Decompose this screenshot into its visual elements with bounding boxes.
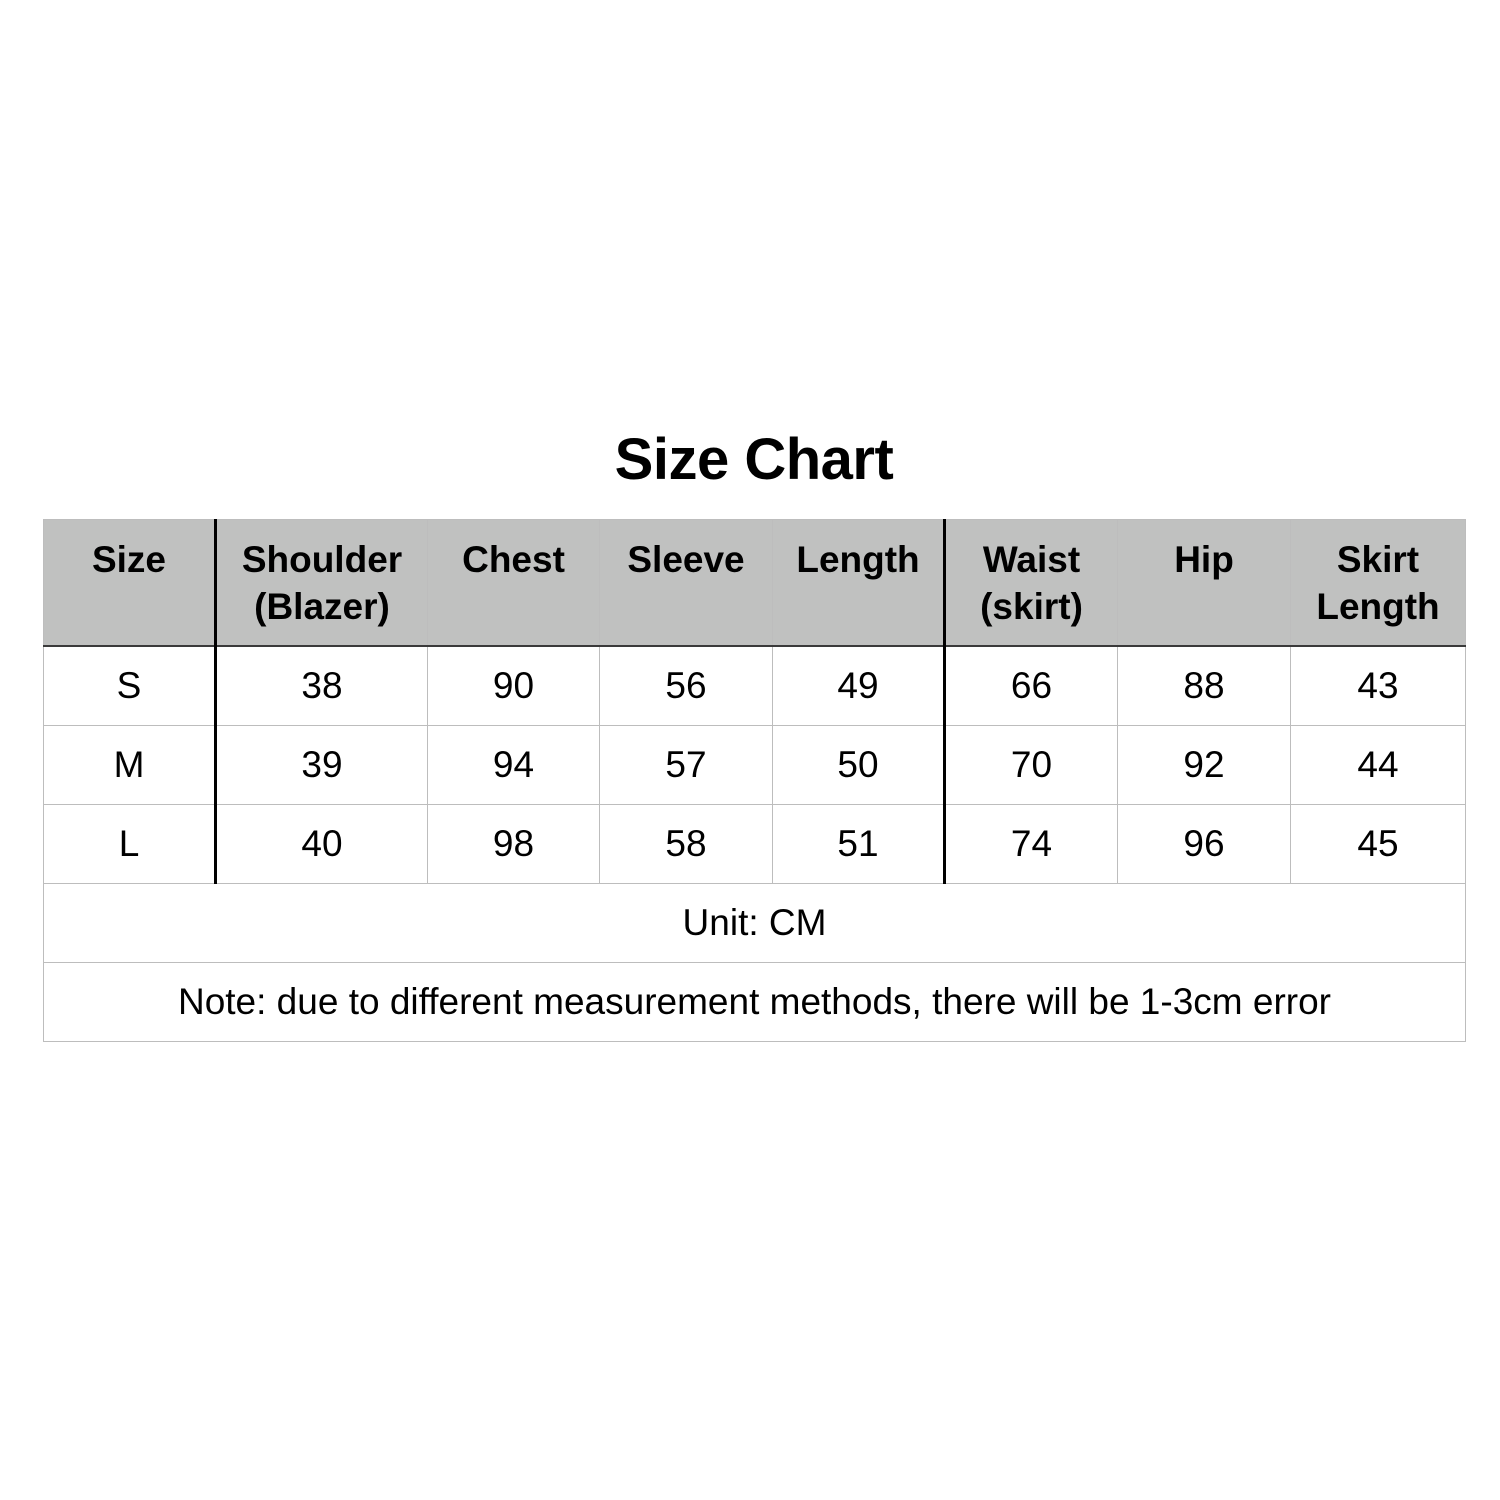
size-table [43,519,1466,1042]
cell-shoulder: 40 [216,804,428,883]
cell-hip: 88 [1118,646,1291,726]
header-hip-line-1: Hip [1174,539,1234,580]
page-title: Size Chart [614,427,894,492]
header-skirt-length [1291,520,1466,646]
cell-waist: 66 [945,646,1118,726]
header-skirt-length-line-2: Length [1316,586,1440,627]
header-hip [1118,520,1291,646]
header-waist [945,520,1118,646]
cell-waist: 74 [945,804,1118,883]
cell-hip: 92 [1118,725,1291,804]
measurement-note: Note: due to different measurement methods, there will be 1-3cm error [44,962,1466,1041]
unit-label: Unit: CM [44,883,1466,962]
cell-length: 51 [773,804,945,883]
header-size-line-1: Size [91,539,167,580]
header-chest-line-1: Chest [462,539,565,580]
cell-sleeve: 58 [600,804,773,883]
cell-shoulder: 38 [216,646,428,726]
cell-shoulder: 39 [216,725,428,804]
header-waist-line-2: (skirt) [980,586,1083,627]
cell-skirt-length: 45 [1291,804,1466,883]
cell-sleeve: 57 [600,725,773,804]
header-chest [428,520,600,646]
cell-size: S [44,646,216,726]
header-sleeve-line-1: Sleeve [627,539,745,580]
header-size [44,520,216,646]
cell-size: L [44,804,216,883]
cell-sleeve: 56 [600,646,773,726]
header-length [773,520,945,646]
cell-hip: 96 [1118,804,1291,883]
cell-chest: 90 [428,646,600,726]
table-row-s [44,646,1466,726]
header-skirt-length-line-1: Skirt [1336,539,1420,580]
table-row-m [44,725,1466,804]
header-row [44,520,1466,646]
table-row-l [44,804,1466,883]
cell-length: 49 [773,646,945,726]
unit-row [44,883,1466,962]
cell-chest: 98 [428,804,600,883]
cell-size: M [44,725,216,804]
header-shoulder-line-2: (Blazer) [254,586,390,627]
header-waist-line-1: Waist [982,539,1081,580]
header-length-line-1: Length [796,539,920,580]
cell-length: 50 [773,725,945,804]
header-sleeve [600,520,773,646]
header-shoulder-line-1: Shoulder [241,539,403,580]
header-shoulder [216,520,428,646]
cell-waist: 70 [945,725,1118,804]
cell-chest: 94 [428,725,600,804]
cell-skirt-length: 44 [1291,725,1466,804]
note-row [44,962,1466,1041]
cell-skirt-length: 43 [1291,646,1466,726]
